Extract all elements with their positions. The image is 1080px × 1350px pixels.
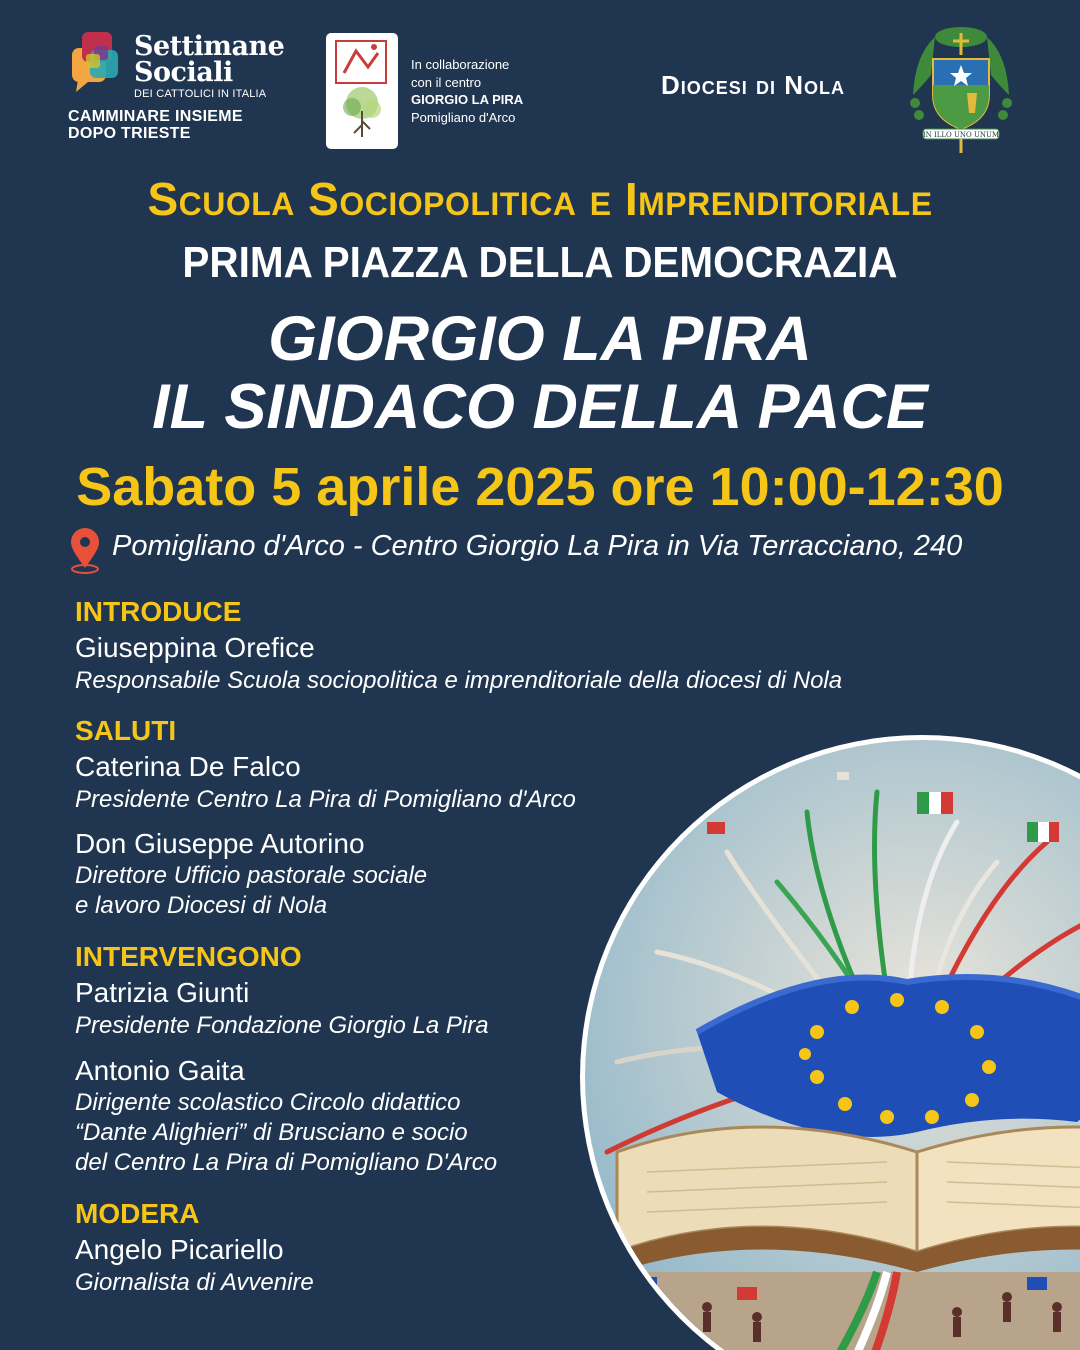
speaker-role: “Dante Alighieri” di Brusciano e socio [75, 1119, 468, 1146]
collab-line-3: GIORGIO LA PIRA [411, 92, 524, 107]
crest-motto: IN ILLO UNO UNUM [922, 131, 1000, 139]
speaker-role: Presidente Fondazione Giorgio La Pira [75, 1012, 489, 1039]
school-title: Scuola Sociopolitica e Imprenditoriale [147, 173, 933, 225]
headline-line-2: IL SINDACO DELLA PACE [152, 372, 928, 442]
settimane-sociali-logo [64, 28, 285, 146]
speaker-name: Patrizia Giunti [75, 977, 250, 1008]
speaker-name: Giuseppina Orefice [75, 632, 315, 663]
settimane-sociali-tagline-1: CAMMINARE INSIEME [68, 108, 243, 125]
section-saluti: SALUTI [75, 715, 177, 746]
section-intervengono: INTERVENGONO [75, 941, 302, 972]
speaker-role: e lavoro Diocesi di Nola [75, 892, 328, 919]
speaker-name: Caterina De Falco [75, 751, 301, 782]
collab-line-1: In collaborazione [411, 57, 510, 72]
settimane-sociali-tagline-2: DOPO TRIESTE [68, 125, 191, 142]
speaker-name: Don Giuseppe Autorino [75, 828, 365, 859]
diocesi-title: Diocesi di Nola [661, 70, 846, 100]
collab-line-2: con il centro [411, 74, 482, 90]
centro-la-pira-emblem-icon [326, 33, 398, 149]
section-modera: MODERA [75, 1198, 200, 1229]
speaker-role: del Centro La Pira di Pomigliano D'Arco [75, 1149, 498, 1176]
speaker-role: Giornalista di Avvenire [75, 1269, 314, 1296]
event-date-time: Sabato 5 aprile 2025 ore 10:00-12:30 [76, 457, 1004, 517]
speaker-role: Responsabile Scuola sociopolitica e imprenditoriale della diocesi di Nola [75, 667, 843, 694]
speaker-role: Presidente Centro La Pira di Pomigliano d'Arco [75, 786, 576, 813]
centro-la-pira-logo [326, 33, 398, 149]
settimane-sociali-wordmark: Settimane Sociali [134, 31, 285, 88]
headline-line-1: GIORGIO LA PIRA [268, 304, 812, 374]
settimane-sociali-mark-icon [64, 28, 132, 98]
speaker-role: Direttore Ufficio pastorale sociale [75, 862, 428, 889]
bishop-coat-of-arms-icon [905, 15, 1017, 155]
collaboration-text [411, 56, 523, 126]
democracy-illustration [577, 732, 1080, 1350]
event-name: PRIMA PIAZZA DELLA DEMOCRAZIA [182, 238, 898, 287]
speaker-role: Dirigente scolastico Circolo didattico [75, 1089, 461, 1116]
speaker-name: Antonio Gaita [75, 1055, 245, 1086]
event-location: Pomigliano d'Arco - Centro Giorgio La Pira in Via Terracciano, 240 [112, 530, 963, 562]
section-introduce: INTRODUCE [75, 596, 242, 627]
speaker-name: Angelo Picariello [75, 1234, 284, 1265]
collab-line-4: Pomigliano d'Arco [411, 109, 516, 125]
location-pin-icon [67, 528, 103, 574]
settimane-sociali-subtitle: DEI CATTOLICI IN ITALIA [134, 88, 267, 100]
